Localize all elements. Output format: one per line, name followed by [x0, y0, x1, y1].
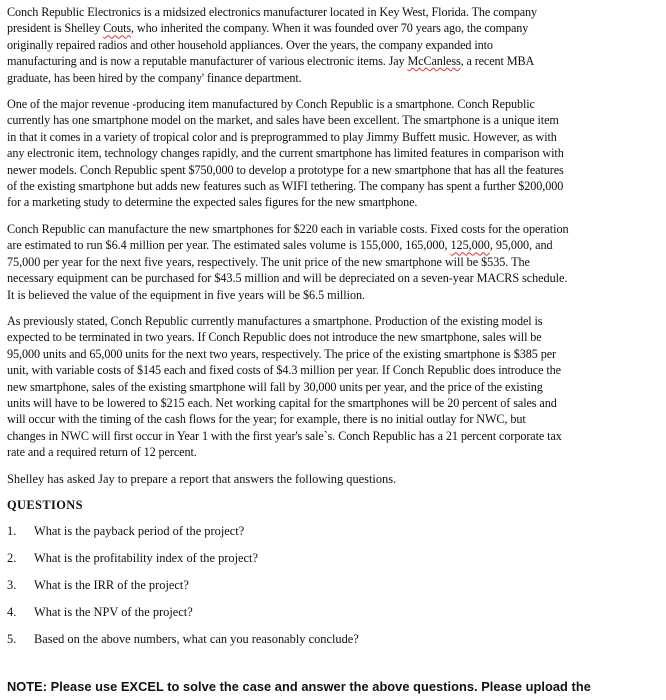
questions-list: [7, 523, 657, 647]
text-line: unit, with variable costs of $145 each and fixed costs of $4.3 million per year. If Conch Republic does introduce the: [7, 363, 561, 378]
question-text: What is the profitability index of the project?: [34, 550, 258, 565]
text-line: 75,000 per year for the next five years, respectively. The unit price of the new smartphone will be $535. The: [7, 254, 530, 269]
text-line: units will have to be lowered to $215 each. Net working capital for the smartphones will be 20 percent of sales and: [7, 395, 557, 410]
spellcheck-flag: 125,000: [450, 238, 490, 253]
text-line: necessary equipment can be purchased for $43.5 million and will be depreciated on a seven-year MACRS schedule.: [7, 271, 568, 286]
question-text: What is the payback period of the project?: [34, 523, 245, 538]
paragraph-manufacturing-costs: [7, 221, 657, 303]
paragraph-existing-model: [7, 313, 657, 461]
question-text: What is the IRR of the project?: [34, 577, 189, 592]
question-number: 2.: [7, 550, 17, 565]
text-line: Conch Republic can manufacture the new smartphones for $220 each in variable costs. Fixed costs for the operation: [7, 221, 569, 236]
text-line: are estimated to run $6.4 million per year. The estimated sales volume is 155,000, 165,000, 125,000, 95,000, and: [7, 238, 553, 253]
text-line: rate and a required return of 12 percent.: [7, 445, 197, 460]
spellcheck-flag: Couts: [103, 21, 132, 36]
text-line: 95,000 units and 65,000 units for the next two years, respectively. The price of the existing smartphone is $385 per: [7, 346, 556, 361]
text-line: of the existing smartphone but adds new features such as WIFI tethering. The company has spent a further $200,000: [7, 179, 564, 194]
text-line: changes in NWC will first occur in Year 1 with the first year's sale`s. Conch Republic has a 21 percent corporate tax: [7, 428, 562, 443]
question-item: [7, 523, 657, 539]
text-line: graduate, has been hired by the company' finance department.: [7, 70, 302, 85]
questions-intro: Shelley has asked Jay to prepare a report that answers the following questions.: [7, 471, 397, 486]
text-line: new smartphone, sales of the existing smartphone will fall by 30,000 units per year, and the price of the existing: [7, 379, 543, 394]
question-number: 1.: [7, 523, 17, 538]
text-line: originally repaired radios and other household appliances. Over the years, the company expanded into: [7, 37, 493, 52]
text-line: expected to be terminated in two years. If Conch Republic does not introduce the new smartphone, sales will be: [7, 330, 542, 345]
questions-heading: QUESTIONS: [7, 497, 83, 512]
spellcheck-flag: McCanless: [407, 54, 461, 69]
excel-instruction-note: NOTE: Please use EXCEL to solve the case and answer the above questions. Please upload the: [7, 679, 591, 694]
question-text: What is the NPV of the project?: [34, 604, 193, 619]
text-line: president is Shelley Couts, who inherited the company. When it was founded over 70 years ago, the company: [7, 21, 529, 36]
question-item: [7, 631, 657, 647]
question-number: 4.: [7, 604, 17, 619]
text-line: currently has one smartphone model on the market, and sales have been excellent. The smartphone is a unique item: [7, 113, 559, 128]
text-line: in that it comes in a variety of tropical color and is preprogrammed to play Jimmy Buffett music. However, as with: [7, 129, 557, 144]
question-number: 5.: [7, 631, 17, 646]
text-line: Conch Republic Electronics is a midsized electronics manufacturer located in Key West, Florida. The company: [7, 5, 538, 19]
question-text: Based on the above numbers, what can you reasonably conclude?: [34, 631, 359, 646]
question-number: 3.: [7, 577, 17, 592]
text-line: As previously stated, Conch Republic currently manufactures a smartphone. Production of the existing model is: [7, 313, 543, 328]
text-line: any electronic item, technology changes rapidly, and the current smartphone has limited features in comparison with: [7, 146, 564, 161]
question-item: [7, 577, 657, 593]
question-item: [7, 604, 657, 620]
document-body: [7, 4, 657, 658]
text-line: for a marketing study to determine the expected sales figures for the new smartphone.: [7, 195, 418, 210]
text-line: One of the major revenue -producing item manufactured by Conch Republic is a smartphone. Conch Republic: [7, 97, 535, 112]
text-line: It is believed the value of the equipment in five years will be $6.5 million.: [7, 287, 366, 302]
question-item: [7, 550, 657, 566]
paragraph-company-background: [7, 4, 657, 86]
paragraph-smartphone-product: [7, 96, 657, 211]
text-line: newer models. Conch Republic spent $750,000 to develop a prototype for a new smartphone that has all the features: [7, 162, 564, 177]
text-line: manufacturing and is now a reputable manufacturer of various electronic items. Jay McCanless, a recent MBA: [7, 54, 535, 69]
text-line: will occur with the timing of the cash flows for the year; for example, there is no initial outlay for NWC, but: [7, 412, 526, 427]
